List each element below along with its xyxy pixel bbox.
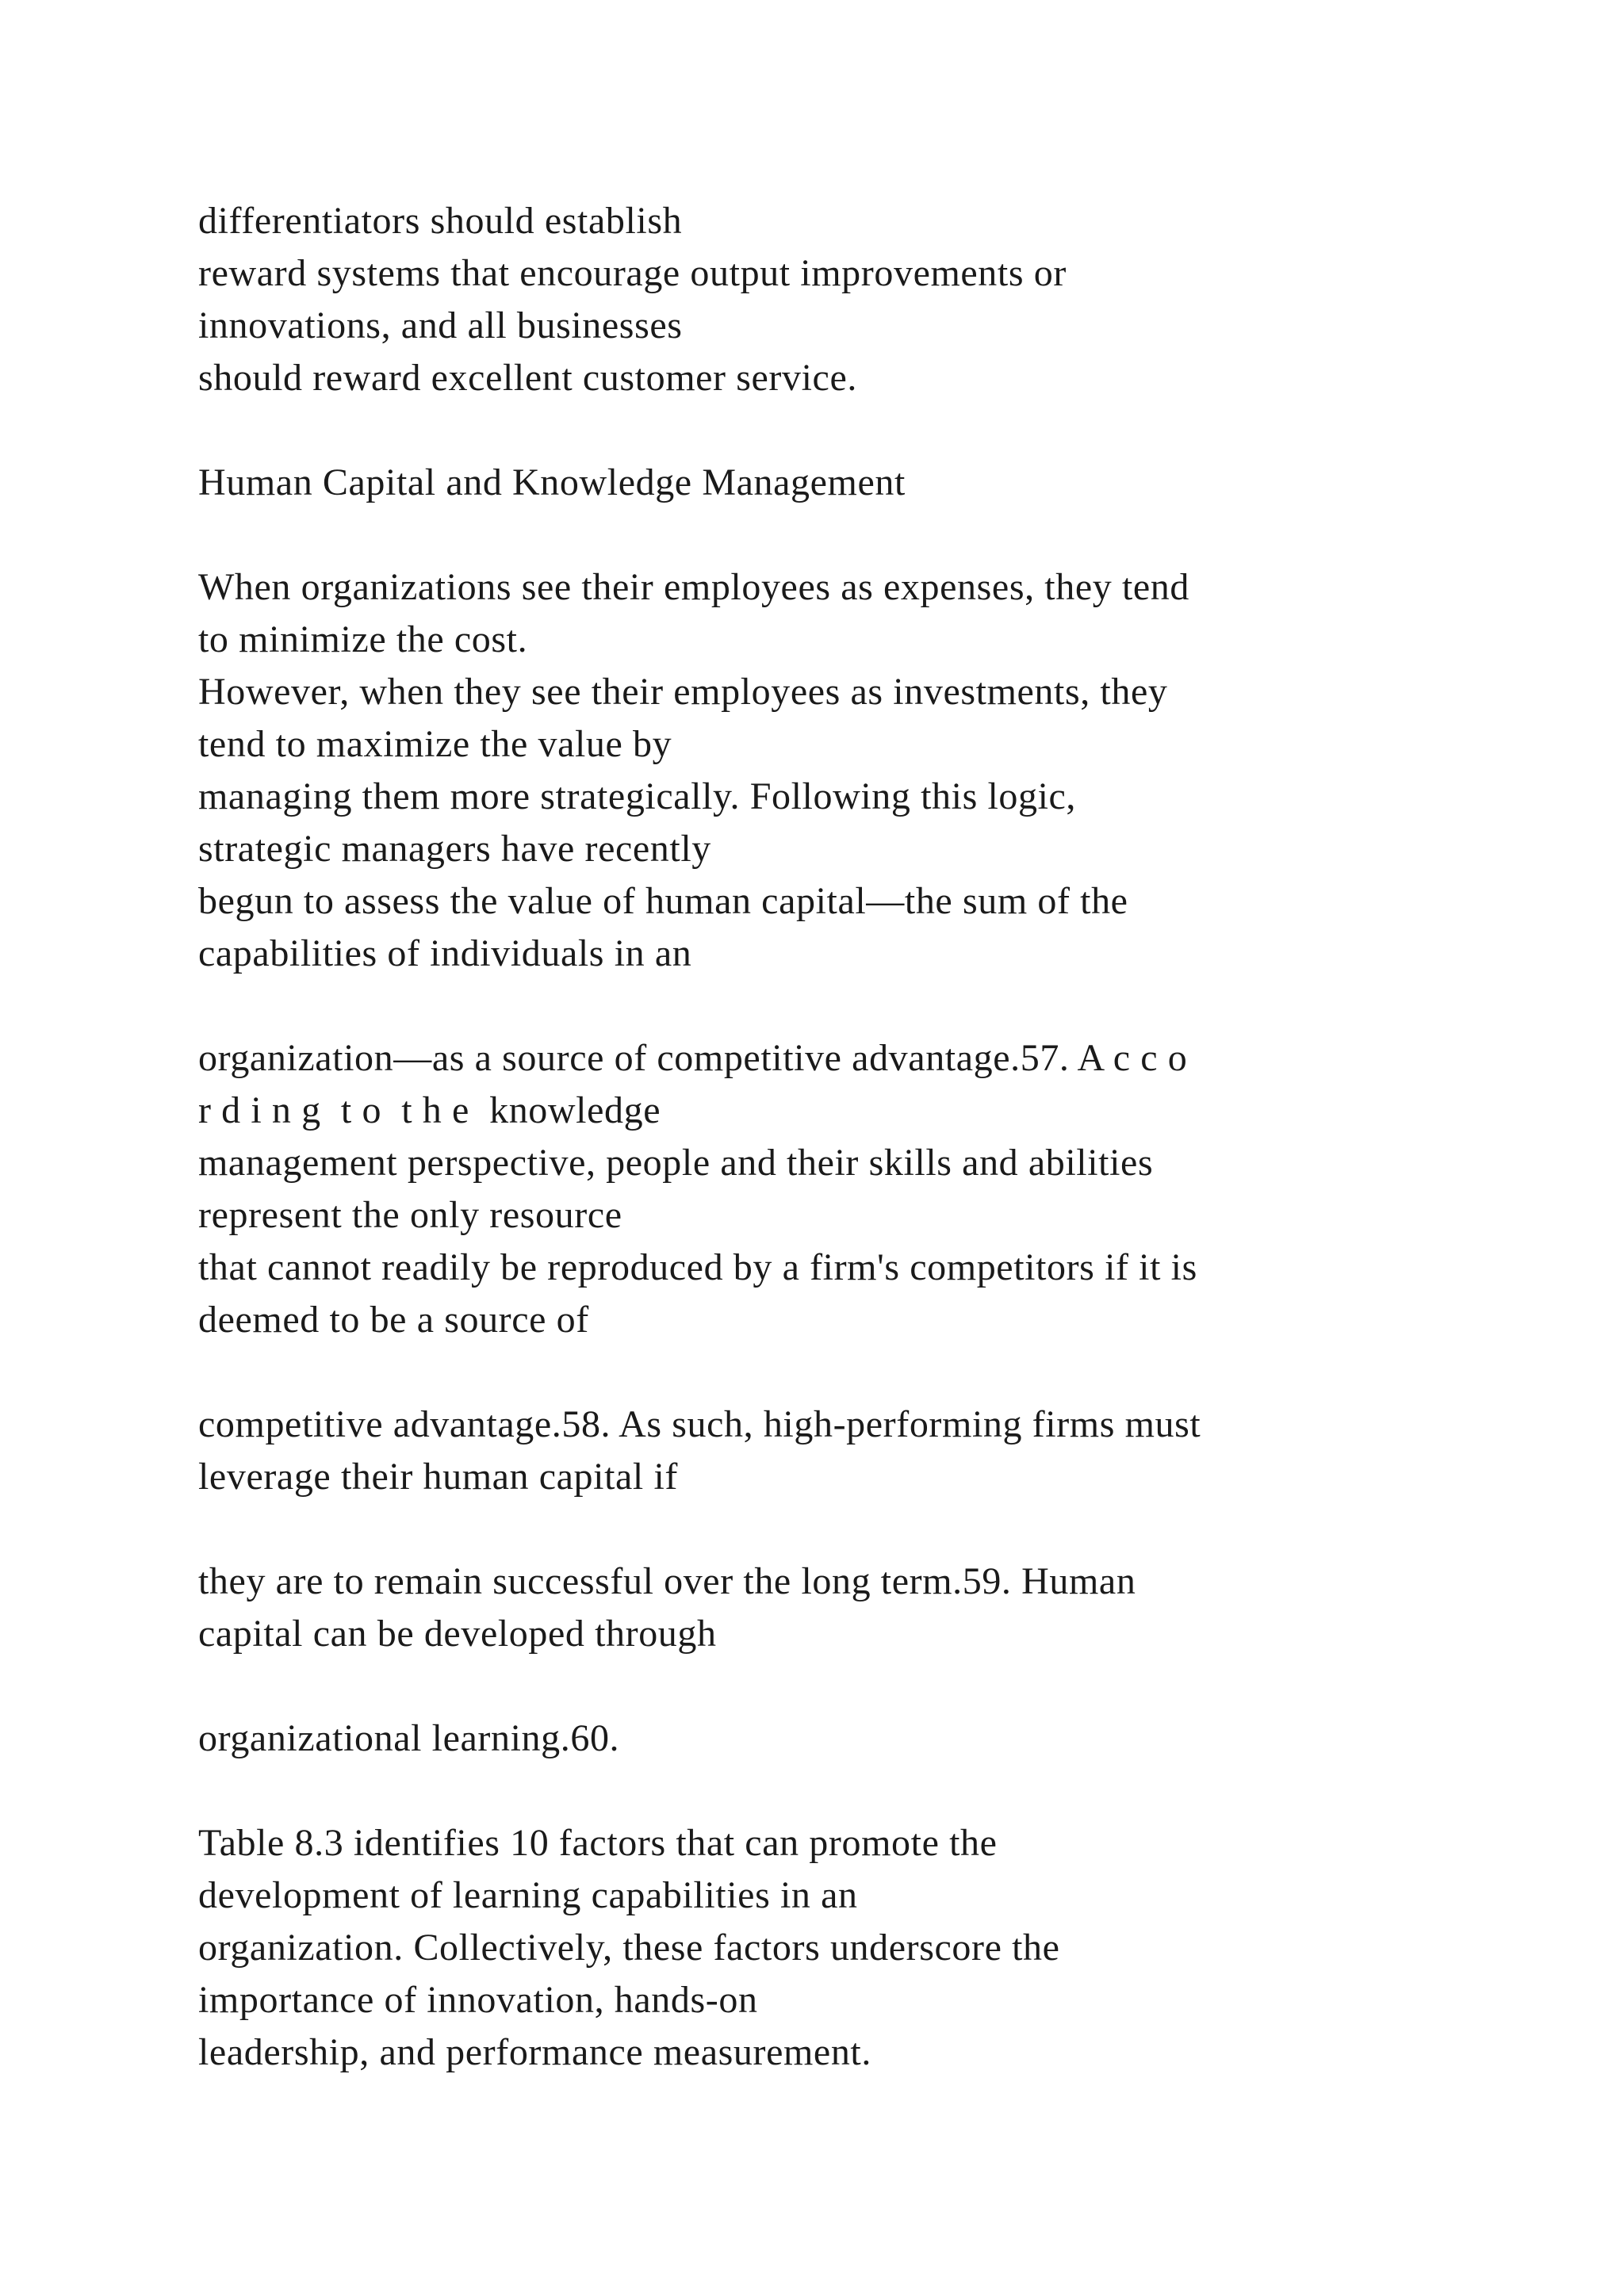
text-line: Table 8.3 identifies 10 factors that can promote the (198, 1822, 998, 1864)
text-line: that cannot readily be reproduced by a firm's competitors if it is (198, 1246, 1197, 1288)
text-line: importance of innovation, hands-on (198, 1979, 758, 2021)
text-line: leverage their human capital if (198, 1456, 678, 1498)
text-line: reward systems that encourage output improvements or (198, 252, 1067, 294)
text-line: leadership, and performance measurement. (198, 2031, 871, 2073)
text-line: they are to remain successful over the long term.59. Human (198, 1560, 1136, 1602)
text-line: tend to maximize the value by (198, 723, 672, 765)
text-line: to minimize the cost. (198, 618, 528, 660)
text-line: begun to assess the value of human capital—the sum of the (198, 880, 1128, 922)
text-line: deemed to be a source of (198, 1299, 589, 1341)
text-line: management perspective, people and their skills and abilities (198, 1142, 1154, 1184)
text-line: development of learning capabilities in an (198, 1874, 858, 1916)
text-line: organization—as a source of competitive advantage.57. A c c o (198, 1037, 1188, 1079)
text-line: innovations, and all businesses (198, 304, 683, 346)
text-line: organizational learning.60. (198, 1717, 620, 1759)
text-line: represent the only resource (198, 1194, 622, 1236)
text-line: However, when they see their employees as investments, they (198, 671, 1168, 713)
text-line: differentiators should establish (198, 200, 683, 242)
text-line: organization. Collectively, these factors underscore the (198, 1927, 1060, 1969)
text-line: managing them more strategically. Following this logic, (198, 775, 1077, 817)
text-line: capabilities of individuals in an (198, 932, 692, 974)
text-line: competitive advantage.58. As such, high-performing firms must (198, 1403, 1201, 1445)
section-heading: Human Capital and Knowledge Management (198, 461, 906, 503)
text-line: When organizations see their employees as expenses, they tend (198, 566, 1189, 608)
text-line: r d i n g t o t h e knowledge (198, 1089, 661, 1131)
text-line: strategic managers have recently (198, 828, 711, 870)
text-line: should reward excellent customer service. (198, 357, 857, 399)
text-line: capital can be developed through (198, 1613, 717, 1655)
